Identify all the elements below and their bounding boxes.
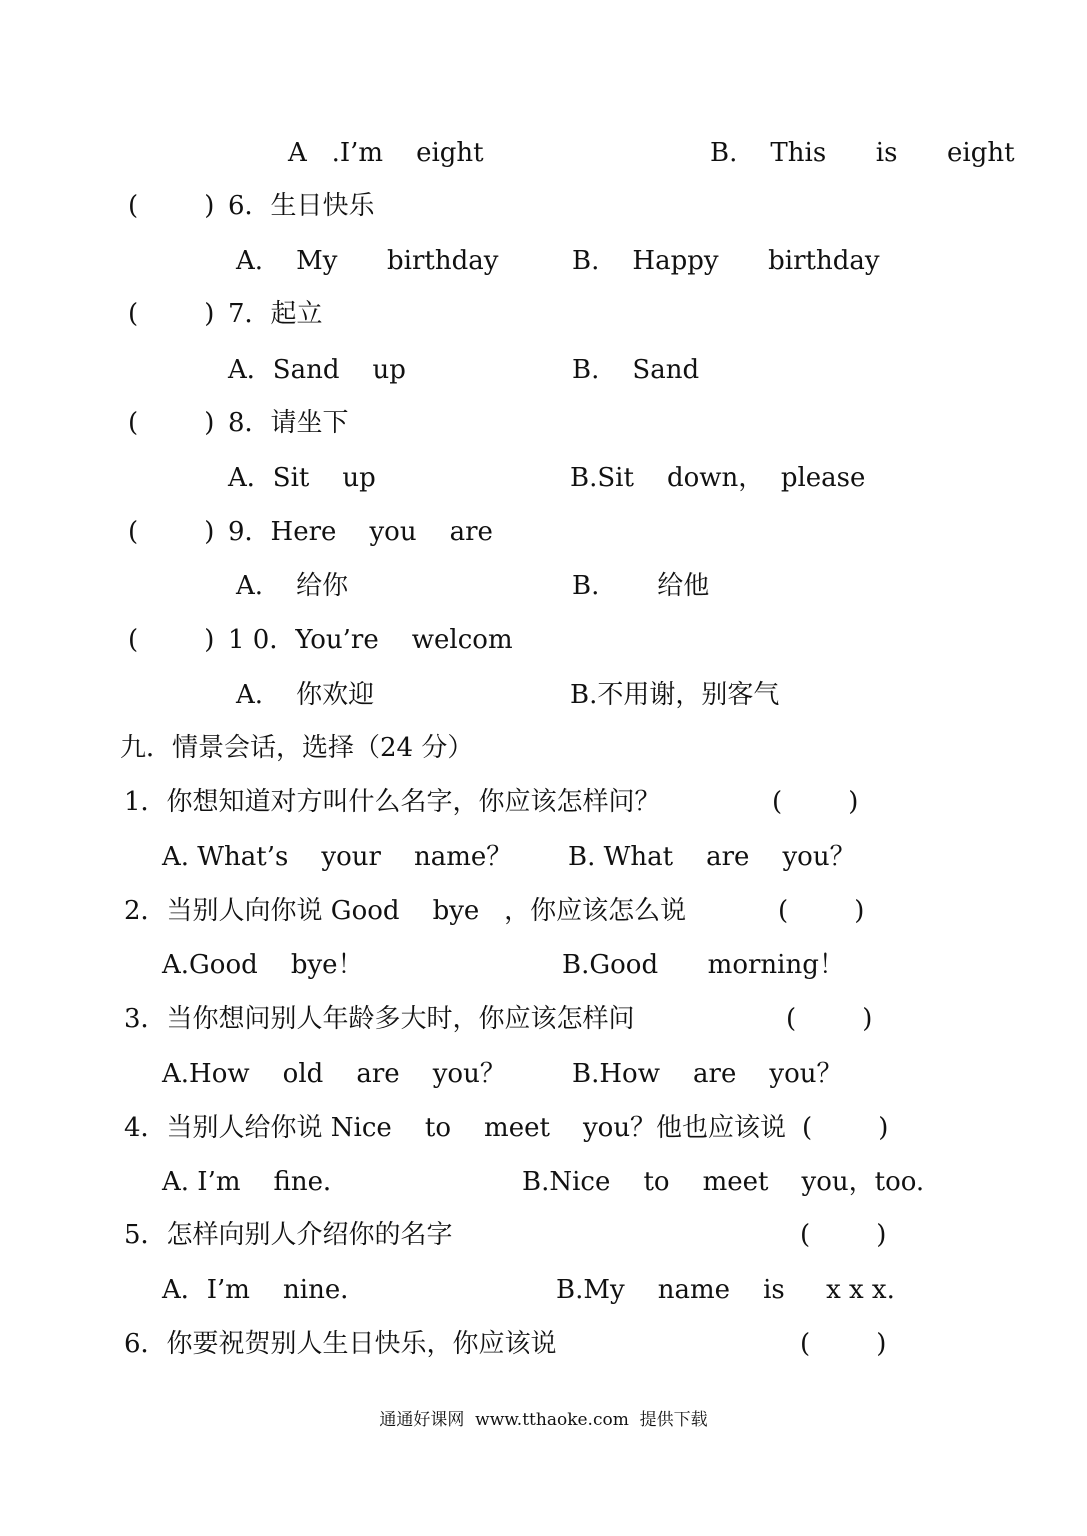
d1-option-b: B. What are you？ <box>568 842 856 872</box>
answer-bracket-10: ( ) <box>128 625 215 655</box>
question-6: 6．生日快乐 <box>228 191 375 221</box>
d2-option-b: B.Good morning！ <box>562 950 845 980</box>
dialogue-question-1: 1．你想知道对方叫什么名字，你应该怎样问？ <box>124 787 661 817</box>
question-9: 9．Here you are <box>228 517 493 547</box>
dialogue-question-3: 3．当你想问别人年龄多大时，你应该怎样问 <box>124 1004 635 1034</box>
question-8: 8．请坐下 <box>228 408 349 438</box>
q5-option-a: A .I’m eight <box>288 138 484 168</box>
answer-bracket-d4: ( ) <box>802 1113 889 1143</box>
dialogue-question-4: 4．当别人给你说 Nice to meet you？他也应该说 <box>124 1113 787 1143</box>
page-footer: 通通好课网 www.tthaoke.com 提供下载 <box>379 1410 708 1430</box>
dialogue-question-2: 2．当别人向你说 Good bye ，你应该怎么说 <box>124 896 687 926</box>
answer-bracket-d3: ( ) <box>786 1004 873 1034</box>
q10-option-b: B.不用谢，别客气 <box>570 680 780 710</box>
d4-option-a: A. I’m fine． <box>162 1167 350 1197</box>
d2-option-a: A.Good bye！ <box>162 950 364 980</box>
answer-bracket-d6: ( ) <box>800 1329 887 1359</box>
d5-option-b: B.My name is x x x. <box>556 1275 895 1305</box>
d3-option-a: A.How old are you？ <box>162 1059 506 1089</box>
d3-option-b: B.How are you？ <box>572 1059 843 1089</box>
question-10: 1 0．You’re welcom <box>228 625 513 655</box>
d1-option-a: A. What’s your name？ <box>162 842 513 872</box>
q6-option-a: A. My birthday <box>236 246 499 276</box>
dialogue-question-5: 5．怎样向别人介绍你的名字 <box>124 1220 453 1250</box>
question-7: 7．起立 <box>228 299 323 329</box>
q8-option-a: A．Sit up <box>228 463 376 493</box>
answer-bracket-9: ( ) <box>128 517 215 547</box>
d5-option-a: A．I’m nine． <box>162 1275 367 1305</box>
answer-bracket-8: ( ) <box>128 408 215 438</box>
q7-option-b: B. Sand <box>572 355 700 385</box>
q10-option-a: A. 你欢迎 <box>236 680 375 710</box>
answer-bracket-d5: ( ) <box>800 1220 887 1250</box>
answer-bracket-d1: ( ) <box>772 787 859 817</box>
answer-bracket-7: ( ) <box>128 299 215 329</box>
section-9-heading: 九．情景会话，选择（24 分） <box>120 733 474 763</box>
answer-bracket-d2: ( ) <box>778 896 865 926</box>
q9-option-a: A. 给你 <box>236 571 349 601</box>
q8-option-b: B.Sit down， please <box>570 463 866 493</box>
q7-option-a: A．Sand up <box>228 355 406 385</box>
q9-option-b: B. 给他 <box>572 571 710 601</box>
d4-option-b: B.Nice to meet you，too. <box>522 1167 925 1197</box>
q6-option-b: B. Happy birthday <box>572 246 880 276</box>
q5-option-b: B. This is eight <box>710 138 1015 168</box>
dialogue-question-6: 6．你要祝贺别人生日快乐，你应该说 <box>124 1329 557 1359</box>
answer-bracket-6: ( ) <box>128 191 215 221</box>
